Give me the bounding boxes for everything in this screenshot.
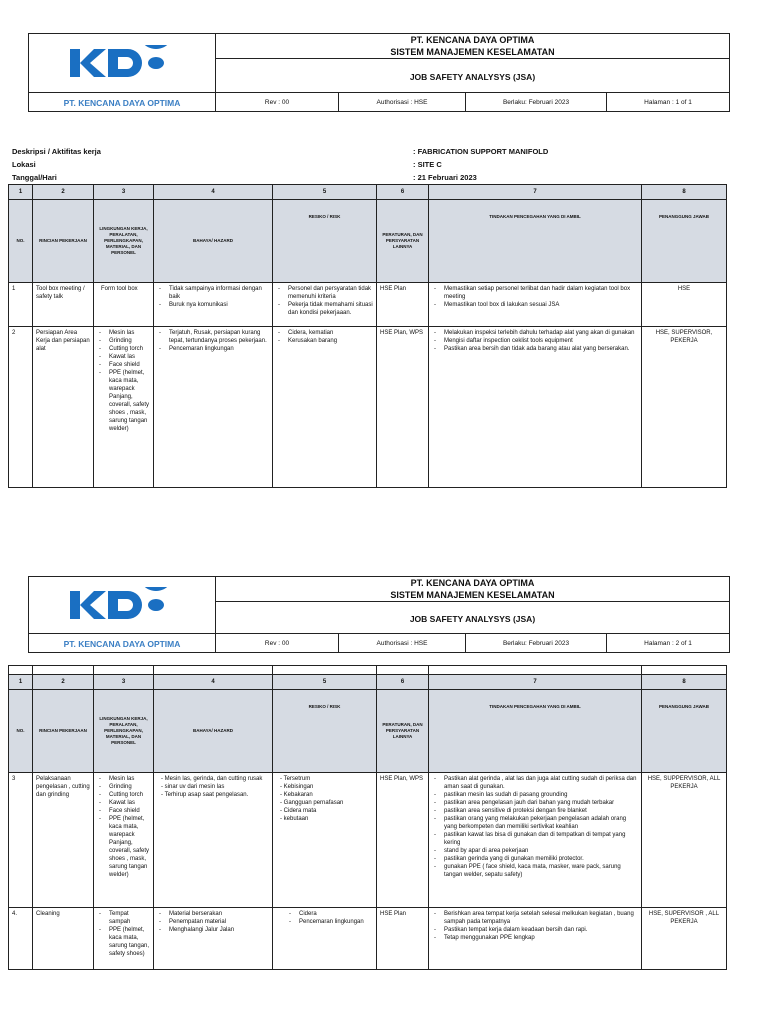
row-no: 1: [9, 283, 33, 327]
row-lingkungan: [94, 327, 154, 488]
list-item: - Memastikan setiap personel terlibat dan hadir dalam kegiatan tool box meeting: [432, 285, 638, 301]
list-item: - Tersetrum: [280, 776, 311, 782]
row-rincian: Tool box meeting / safety talk: [33, 283, 94, 327]
row-tindakan: [429, 908, 642, 970]
company-title-cell: [216, 34, 730, 59]
list-item: - Personel dan persyaratan tidak memenuhi kriteria: [276, 285, 373, 301]
row-peraturan: HSE Plan: [377, 283, 429, 327]
column-title-row: [9, 690, 727, 773]
col-title-tindakan: TINDAKAN PENCEGAHAN YANG DI AMBIL: [429, 200, 642, 283]
col-title-no: NO.: [9, 200, 33, 283]
row-peraturan: HSE Plan: [377, 908, 429, 970]
col-title-lingkungan: LINGKUNGAN KERJA, PERALATAN, PERLENGKAPAN, MATERIAL, DAN PERSONEL: [94, 690, 154, 773]
halaman: Halaman : 2 of 1: [607, 634, 730, 653]
list-item: - Memastikan tool box di lakukan sesuai JSA: [432, 301, 638, 309]
list-item: - pastikan orang yang melakukan pekerjaan pengelasan adalah orang yang berkompeten dan memiliki sertivikat keahlian: [432, 815, 638, 831]
list-item: - Mesin las: [97, 775, 150, 783]
list-item: - Kebisingan: [280, 784, 314, 790]
col-num-3: 3: [94, 675, 154, 690]
jsa-table-2: [8, 665, 727, 970]
row-lingkungan: [94, 908, 154, 970]
table-row: [9, 283, 727, 327]
list-item: - Mengisi daftar inspection ceklist tools equipment: [432, 337, 638, 345]
list-item: - Penempatan material: [157, 918, 269, 926]
kdo-logo-icon: [68, 587, 176, 623]
list-item: - Pencemaran lingkungan: [287, 918, 373, 926]
col-num-7: 7: [429, 675, 642, 690]
job-description: [12, 145, 612, 184]
company-name: PT. KENCANA DAYA OPTIMA: [410, 578, 535, 588]
row-lingkungan: [94, 773, 154, 908]
company-name: PT. KENCANA DAYA OPTIMA: [410, 35, 535, 45]
list-item: - Material berserakan: [157, 910, 269, 918]
row-peraturan: HSE Plan, WPS: [377, 327, 429, 488]
list-item: - gunakan PPE ( face shield, kaca mata, masker, ware pack, sarung tangan welder, sepatu safety): [432, 863, 638, 879]
list-item: - Mesin las: [97, 329, 150, 337]
document-header-1: [28, 33, 730, 112]
list-item: - PPE (helmet, kaca mata, warepack Panjang, coverall, safety shoes , mask, sarung tangan welder): [97, 369, 150, 433]
list-item: - Pencemaran lingkungan: [157, 345, 269, 353]
col-title-bahaya: BAHAYA/ HAZARD: [154, 200, 273, 283]
row-pj: HSE, SUPPERVISOR, ALL PEKERJA: [642, 773, 727, 908]
list-item: - PPE (helmet, kaca mata, sarung tangan, safety shoes): [97, 926, 150, 958]
logo-cell: [29, 577, 216, 634]
list-item: - Tempat sampah: [97, 910, 150, 926]
row-pj: HSE, SUPERVISOR , ALL PEKERJA: [642, 908, 727, 970]
list-item: - Face shield: [97, 807, 150, 815]
list-item: - Cidera mata: [280, 808, 317, 814]
row-bahaya: [154, 327, 273, 488]
col-num-5: 5: [273, 185, 377, 200]
company-blue-cell: [29, 93, 216, 112]
row-resiko: [273, 283, 377, 327]
list-item: - Cidera: [287, 910, 373, 918]
list-item: - Gangguan pernafasan: [280, 800, 344, 806]
authorisasi: Authorisasi : HSE: [339, 93, 466, 112]
row-bahaya: [154, 773, 273, 908]
row-rincian: Cleaning: [33, 908, 94, 970]
halaman: Halaman : 1 of 1: [607, 93, 730, 112]
col-title-no: NO.: [9, 690, 33, 773]
row-bahaya: [154, 283, 273, 327]
list-item: - Terjatuh, Rusak, persiapan kurang tepat, tertundanya proses pekerjaan.: [157, 329, 269, 345]
list-item: - stand by apar di area pekerjaan: [432, 847, 638, 855]
list-item: - Berishkan area tempat kerja setelah selesai melkukan kegiatan , buang sampah pada tempatnya: [432, 910, 638, 926]
list-item: - Grinding: [97, 783, 150, 791]
col-num-5: 5: [273, 675, 377, 690]
row-lingkungan: [94, 283, 154, 327]
column-number-row: [9, 675, 727, 690]
list-item: - Kebakaran: [280, 792, 313, 798]
row-rincian: Persiapan Area Kerja dan persiapan alat: [33, 327, 94, 488]
system-name: SISTEM MANAJEMEN KESELAMATAN: [390, 590, 555, 600]
list-item: - Kawat las: [97, 353, 150, 361]
lokasi-label: Lokasi: [12, 160, 36, 169]
row-tindakan: [429, 283, 642, 327]
column-title-row: [9, 200, 727, 283]
list-item: - pastikan area pengelasan jauh dari bahan yang mudah terbakar: [432, 799, 638, 807]
col-num-1: 1: [9, 675, 33, 690]
col-title-lingkungan: LINGKUNGAN KERJA, PERALATAN, PERLENGKAPAN, MATERIAL, DAN PERSONEL: [94, 200, 154, 283]
list-item: - Terhirup asap saat pengelasan.: [161, 792, 249, 798]
row-no: 4.: [9, 908, 33, 970]
list-item: - Cutting torch: [97, 791, 150, 799]
list-item: - Face shield: [97, 361, 150, 369]
list-item: - Menghalangi Jalur Jalan: [157, 926, 269, 934]
list-item: Form tool box: [101, 286, 138, 292]
berlaku: Berlaku: Februari 2023: [466, 93, 607, 112]
col-title-rincian: RINCIAN PEKERJAAN: [33, 690, 94, 773]
blank-row: [9, 666, 727, 675]
col-num-2: 2: [33, 185, 94, 200]
col-title-peraturan: PERATURAN, DAN PERSYARATAN LAINNYA: [377, 690, 429, 773]
company-name-blue: PT. KENCANA DAYA OPTIMA: [63, 639, 181, 649]
col-num-8: 8: [642, 185, 727, 200]
col-num-4: 4: [154, 675, 273, 690]
col-title-resiko: RESIKO / RISK: [273, 200, 377, 283]
list-item: - Mesin las, gerinda, dan cutting rusak: [161, 776, 263, 782]
lokasi-value: : SITE C: [413, 160, 442, 169]
column-number-row: [9, 185, 727, 200]
col-title-resiko: RESIKO / RISK: [273, 690, 377, 773]
col-num-4: 4: [154, 185, 273, 200]
col-title-rincian: RINCIAN PEKERJAAN: [33, 200, 94, 283]
jsa-title: JOB SAFETY ANALYSYS (JSA): [409, 71, 536, 82]
jsa-title: JOB SAFETY ANALYSYS (JSA): [409, 613, 536, 624]
col-title-pj: PENANGGUNG JAWAB: [642, 690, 727, 773]
row-pj: HSE, SUPERVISOR, PEKERJA: [642, 327, 727, 488]
row-no: 3: [9, 773, 33, 908]
row-resiko: [273, 908, 377, 970]
list-item: - Pastikan tempat kerja dalam keadaan bersih dan rapi.: [432, 926, 638, 934]
berlaku: Berlaku: Februari 2023: [466, 634, 607, 653]
kdo-logo-icon: [68, 45, 176, 81]
company-name-blue: PT. KENCANA DAYA OPTIMA: [63, 98, 181, 108]
logo-cell: [29, 34, 216, 93]
row-peraturan: HSE Plan, WPS: [377, 773, 429, 908]
list-item: - Kerusakan barang: [276, 337, 373, 345]
col-title-bahaya: BAHAYA/ HAZARD: [154, 690, 273, 773]
col-num-1: 1: [9, 185, 33, 200]
aktivitas-value: : FABRICATION SUPPORT MANIFOLD: [413, 147, 549, 156]
row-no: 2: [9, 327, 33, 488]
jsa-title-cell: [216, 59, 730, 93]
row-pj: HSE: [642, 283, 727, 327]
list-item: - sinar uv dari mesin las: [161, 784, 225, 790]
col-num-7: 7: [429, 185, 642, 200]
table-row: [9, 908, 727, 970]
jsa-title-cell: [216, 602, 730, 634]
system-name: SISTEM MANAJEMEN KESELAMATAN: [390, 47, 555, 57]
list-item: - Tidak sampainya informasi dengan baik: [157, 285, 269, 301]
col-num-3: 3: [94, 185, 154, 200]
authorisasi: Authorisasi : HSE: [339, 634, 466, 653]
list-item: - Cutting torch: [97, 345, 150, 353]
rev: Rev : 00: [216, 634, 339, 653]
col-title-peraturan: PERATURAN, DAN PERSYARATAN LAINNYA: [377, 200, 429, 283]
col-num-6: 6: [377, 185, 429, 200]
list-item: - pastikan kawat las bisa di gunakan dan di tempatkan di tempat yang kering: [432, 831, 638, 847]
list-item: - Melakukan inspeksi terlebih dahulu terhadap alat yang akan di gunakan: [432, 329, 638, 337]
list-item: - Pastikan alat gerinda , alat las dan juga alat cutting sudah di periksa dan aman saat di gunakan.: [432, 775, 638, 791]
list-item: - kebutaan: [280, 816, 309, 822]
row-rincian: Pelaksanaan pengelasan , cutting dan grinding: [33, 773, 94, 908]
row-resiko: [273, 773, 377, 908]
jsa-table-1: [8, 184, 727, 488]
row-bahaya: [154, 908, 273, 970]
list-item: - Pastikan area bersih dan tidak ada barang atau alat yang berserakan.: [432, 345, 638, 353]
row-resiko: [273, 327, 377, 488]
col-title-tindakan: TINDAKAN PENCEGAHAN YANG DI AMBIL: [429, 690, 642, 773]
rev: Rev : 00: [216, 93, 339, 112]
list-item: - Grinding: [97, 337, 150, 345]
list-item: - Kawat las: [97, 799, 150, 807]
aktivitas-label: Deskripsi / Aktifitas kerja: [12, 147, 101, 156]
tanggal-value: : 21 Februari 2023: [413, 173, 477, 182]
list-item: - Cidera, kematian: [276, 329, 373, 337]
row-tindakan: [429, 773, 642, 908]
company-title-cell: [216, 577, 730, 602]
document-header-2: [28, 576, 730, 653]
list-item: - pastikan area sensitive di proteksi dengan fire blanket: [432, 807, 638, 815]
table-row: [9, 327, 727, 488]
list-item: - PPE (helmet, kaca mata, warepack Panjang, coverall, safety shoes , mask, sarung tangan welder): [97, 815, 150, 879]
col-title-pj: PENANGGUNG JAWAB: [642, 200, 727, 283]
row-tindakan: [429, 327, 642, 488]
col-num-2: 2: [33, 675, 94, 690]
col-num-6: 6: [377, 675, 429, 690]
list-item: - Pekerja tidak memahami situasi dan kondisi pekerjaaan.: [276, 301, 373, 317]
list-item: - pastikan mesin las sudah di pasang grounding: [432, 791, 638, 799]
table-row: [9, 773, 727, 908]
company-blue-cell: [29, 634, 216, 653]
list-item: - Buruk nya komunikasi: [157, 301, 269, 309]
list-item: - Tetap menggunakan PPE lengkap: [432, 934, 638, 942]
tanggal-label: Tanggal/Hari: [12, 173, 57, 182]
list-item: - pastikan gerinda yang di gunakan memiliki protector.: [432, 855, 638, 863]
col-num-8: 8: [642, 675, 727, 690]
